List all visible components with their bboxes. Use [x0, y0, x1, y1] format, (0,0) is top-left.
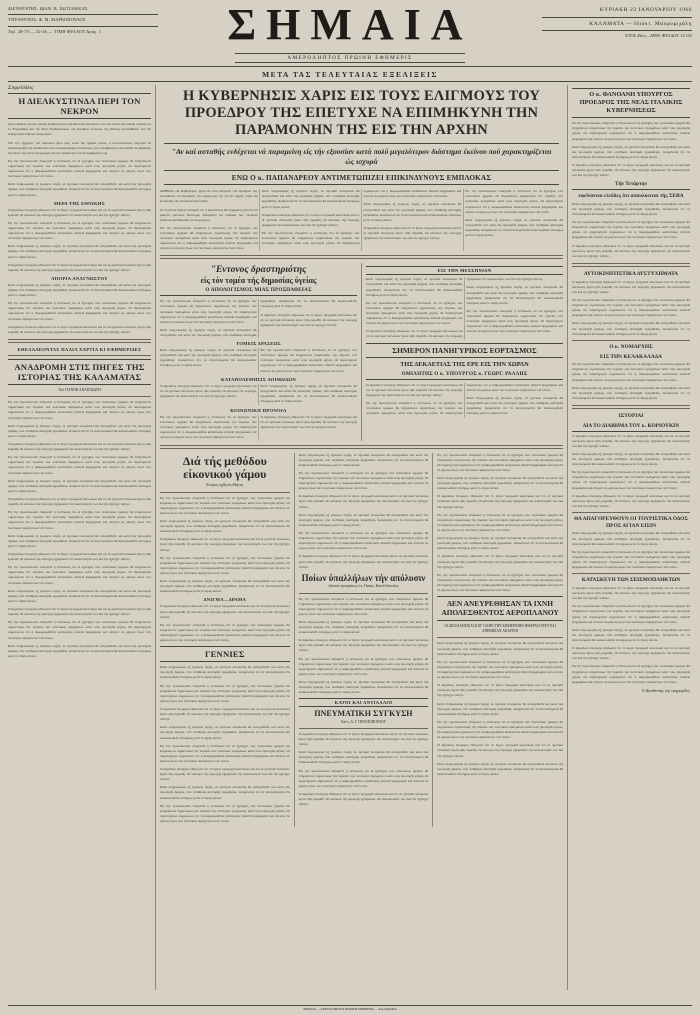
masthead-center	[158, 0, 542, 64]
health-title: "Εντονος δραστηριότης	[210, 265, 307, 276]
divider	[572, 573, 690, 574]
masthead	[8, 0, 692, 67]
seva-body: Κατὰ πληροφορίας ἐξ ἐγκύρου πηγῆς, αἱ σχετικαὶ συνομιλίαι θὰ συνεχισθοῦν καὶ κατὰ τὰς προσεχεῖς ἡμέρας, ὑπὸ συνθήκας αὐστηρᾶς ἐχεμυθείας. Ἀναμένεται ὅτι τὰ ἀποτελέσματα θὰ ἀνακοινωθοῦν ἐπισήμως μετὰ τὸ πέρας αὐτῶν. Εἰς τὴν πρωτεύουσαν ἐπικρατεῖ ἡ ἐντύπωσις ὅτι αἱ ἐξελίξεις τῶν τελευταίων ἡμερῶν θὰ ἐπηρεάσουν σημαντικῶς τὴν πορείαν τῶν πολιτικῶν πραγμάτων κατὰ τοὺς προσεχεῖς μῆνας. Οἱ παρατηρηταὶ σημειώνουν ὅτι ἡ διαμορφωθεῖσα κατάστασις ἀπαιτεῖ ψυχραιμίαν καὶ σύνεσιν ἐκ μέρους ὅλων τῶν πολιτικῶν παραγόντων τοῦ τόπου. Ὁ ἁρμόδιος ὑπουργὸς ἐδήλωσεν ὅτι τὸ ἔργον προχωρεῖ κανονικῶς καὶ ὅτι αἱ σχετικαὶ πιστώσεις ἔχουν ἤδη ἐγκριθῆ. Οἱ κάτοικοι τῆς περιοχῆς ἐξέφρασαν τὴν ἱκανοποίησίν των διὰ τὴν ἐξέλιξιν ταύτην.	[572, 201, 690, 258]
page-footer: ΣΗΜΑΙΑ — ΑΜΕΡΟΛΗΠΤΟΣ ΠΡΩΙΝΗ ΕΦΗΜΕΡΙΣ — ΚΑΛΑΜΑΤΑ	[8, 1005, 692, 1011]
lead-deck: "Αν καί ασταθής ενδέχεται νά παραμείνη είς τήν εξουσίαν κατά πολύ μεγαλύτερον διάστημα έκείνου πού χαρακτηρίζεται ώς ισχυρά	[164, 143, 559, 172]
italy-body: Εἰς τὴν πρωτεύουσαν ἐπικρατεῖ ἡ ἐντύπωσις ὅτι αἱ ἐξελίξεις τῶν τελευταίων ἡμερῶν θὰ ἐπηρεάσουν σημαντικῶς τὴν πορείαν τῶν πολιτικῶν πραγμάτων κατὰ τοὺς προσεχεῖς μῆνας. Οἱ παρατηρηταὶ σημειώνουν ὅτι ἡ διαμορφωθεῖσα κατάστασις ἀπαιτεῖ ψυχραιμίαν καὶ σύνεσιν ἐκ μέρους ὅλων τῶν πολιτικῶν παραγόντων τοῦ τόπου. Κατὰ πληροφορίας ἐξ ἐγκύρου πηγῆς, αἱ σχετικαὶ συνομιλίαι θὰ συνεχισθοῦν καὶ κατὰ τὰς προσεχεῖς ἡμέρας, ὑπὸ συνθήκας αὐστηρᾶς ἐχεμυθείας. Ἀναμένεται ὅτι τὰ ἀποτελέσματα θὰ ἀνακοινωθοῦν ἐπισήμως μετὰ τὸ πέρας αὐτῶν. Ὁ ἁρμόδιος ὑπουργὸς ἐδήλωσεν ὅτι τὸ ἔργον προχωρεῖ κανονικῶς καὶ ὅτι αἱ σχετικαὶ πιστώσεις ἔχουν ἤδη ἐγκριθῆ. Οἱ κάτοικοι τῆς περιοχῆς ἐξέφρασαν τὴν ἱκανοποίησίν των διὰ τὴν ἐξέλιξιν ταύτην.	[572, 121, 690, 178]
aircraft-subtitle: ΟΙ ΔΙΕΞΑΧΘΕΙΣΑΙ ΚΑΤ' ΟΛΗΝ ΤΗΝ ΣΗΜΕΡΙΝΗΝ ΗΜΕΡΑΝ ΕΡΕΥΝΑΙ ΑΠΕΒΗΣΑΝ ΑΚΑΡΠΟΙ	[444, 623, 556, 634]
dismissal-intro: Κατὰ πληροφορίας ἐξ ἐγκύρου πηγῆς, αἱ σχετικαὶ συνομιλίαι θὰ συνεχισθοῦν καὶ κατὰ τὰς προσεχεῖς ἡμέρας, ὑπὸ συνθήκας αὐστηρᾶς ἐχεμυθείας. Ἀναμένεται ὅτι τὰ ἀποτελέσματα θὰ ἀνακοινωθοῦν ἐπισήμως μετὰ τὸ πέρας αὐτῶν. Εἰς τὴν πρωτεύουσαν ἐπικρατεῖ ἡ ἐντύπωσις ὅτι αἱ ἐξελίξεις τῶν τελευταίων ἡμερῶν θὰ ἐπηρεάσουν σημαντικῶς τὴν πορείαν τῶν πολιτικῶν πραγμάτων κατὰ τοὺς προσεχεῖς μῆνας. Οἱ παρατηρηταὶ σημειώνουν ὅτι ἡ διαμορφωθεῖσα κατάστασις ἀπαιτεῖ ψυχραιμίαν καὶ σύνεσιν ἐκ μέρους ὅλων τῶν πολιτικῶν παραγόντων τοῦ τόπου. Ὁ ἁρμόδιος ὑπουργὸς ἐδήλωσεν ὅτι τὸ ἔργον προχωρεῖ κανονικῶς καὶ ὅτι αἱ σχετικαὶ πιστώσεις ἔχουν ἤδη ἐγκριθῆ. Οἱ κάτοικοι τῆς περιοχῆς ἐξέφρασαν τὴν ἱκανοποίησίν των διὰ τὴν ἐξέλιξιν ταύτην. Κατὰ πληροφορίας ἐξ ἐγκύρου πηγῆς, αἱ σχετικαὶ συνομιλίαι θὰ συνεχισθοῦν καὶ κατὰ τὰς προσεχεῖς ἡμέρας, ὑπὸ συνθήκας αὐστηρᾶς ἐχεμυθείας. Ἀναμένεται ὅτι τὰ ἀποτελέσματα θὰ ἀνακοινωθοῦν ἐπισήμως μετὰ τὸ πέρας αὐτῶν. Εἰς τὴν πρωτεύουσαν ἐπικρατεῖ ἡ ἐντύπωσις ὅτι αἱ ἐξελίξεις τῶν τελευταίων ἡμερῶν θὰ ἐπηρεάσουν σημαντικῶς τὴν πορείαν τῶν πολιτικῶν πραγμάτων κατὰ τοὺς προσεχεῖς μῆνας. Οἱ παρατηρηταὶ σημειώνουν ὅτι ἡ διαμορφωθεῖσα κατάστασις ἀπαιτεῖ ψυχραιμίαν καὶ σύνεσιν ἐκ μέρους ὅλων τῶν πολιτικῶν παραγόντων τοῦ τόπου. Ὁ ἁρμόδιος ὑπουργὸς ἐδήλωσεν ὅτι τὸ ἔργον προχωρεῖ κανονικῶς καὶ ὅτι αἱ σχετικαὶ πιστώσεις ἔχουν ἤδη ἐγκριθῆ. Οἱ κάτοικοι τῆς περιοχῆς ἐξέφρασαν τὴν ἱκανοποίησίν των διὰ τὴν ἐξέλιξιν ταύτην.	[298, 452, 429, 569]
subhead-2: ΑΠΟΡΙΑ ΑΝΑΓΝΩΣΤΟΥ	[51, 275, 108, 281]
subhead-seismic: ΚΑΤΑΣΚΕΥΗ ΤΩΝ ΣΕΙΣΜΟΠΛΗΚΤΩΝ	[581, 577, 681, 584]
feature-body: Εἰς τὴν πρωτεύουσαν ἐπικρατεῖ ἡ ἐντύπωσις ὅτι αἱ ἐξελίξεις τῶν τελευταίων ἡμερῶν θὰ ἐπηρεάσουν σημαντικῶς τὴν πορείαν τῶν πολιτικῶν πραγμάτων κατὰ τοὺς προσεχεῖς μῆνας. Οἱ παρατηρηταὶ σημειώνουν ὅτι ἡ διαμορφωθεῖσα κατάστασις ἀπαιτεῖ ψυχραιμίαν καὶ σύνεσιν ἐκ μέρους ὅλων τῶν πολιτικῶν παραγόντων τοῦ τόπου. Κατὰ πληροφορίας ἐξ ἐγκύρου πηγῆς, αἱ σχετικαὶ συνομιλίαι θὰ συνεχισθοῦν καὶ κατὰ τὰς προσεχεῖς ἡμέρας, ὑπὸ συνθήκας αὐστηρᾶς ἐχεμυθείας. Ἀναμένεται ὅτι τὰ ἀποτελέσματα θὰ ἀνακοινωθοῦν ἐπισήμως μετὰ τὸ πέρας αὐτῶν. Ὁ ἁρμόδιος ὑπουργὸς ἐδήλωσεν ὅτι τὸ ἔργον προχωρεῖ κανονικῶς καὶ ὅτι αἱ σχετικαὶ πιστώσεις ἔχουν ἤδη ἐγκριθῆ. Οἱ κάτοικοι τῆς περιοχῆς ἐξέφρασαν τὴν ἱκανοποίησίν των διὰ τὴν ἐξέλιξιν ταύτην. Εἰς τὴν πρωτεύουσαν ἐπικρατεῖ ἡ ἐντύπωσις ὅτι αἱ ἐξελίξεις τῶν τελευταίων ἡμερῶν θὰ ἐπηρεάσουν σημαντικῶς τὴν πορείαν τῶν πολιτικῶν πραγμάτων κατὰ τοὺς προσεχεῖς μῆνας. Οἱ παρατηρηταὶ σημειώνουν ὅτι ἡ διαμορφωθεῖσα κατάστασις ἀπαιτεῖ ψυχραιμίαν καὶ σύνεσιν ἐκ μέρους ὅλων τῶν πολιτικῶν παραγόντων τοῦ τόπου. Κατὰ πληροφορίας ἐξ ἐγκύρου πηγῆς, αἱ σχετικαὶ συνομιλίαι θὰ συνεχισθοῦν καὶ κατὰ τὰς προσεχεῖς ἡμέρας, ὑπὸ συνθήκας αὐστηρᾶς ἐχεμυθείας. Ἀναμένεται ὅτι τὰ ἀποτελέσματα θὰ ἀνακοινωθοῦν ἐπισήμως μετὰ τὸ πέρας αὐτῶν. Ὁ ἁρμόδιος ὑπουργὸς ἐδήλωσεν ὅτι τὸ ἔργον προχωρεῖ κανονικῶς καὶ ὅτι αἱ σχετικαὶ πιστώσεις ἔχουν ἤδη ἐγκριθῆ. Οἱ κάτοικοι τῆς περιοχῆς ἐξέφρασαν τὴν ἱκανοποίησίν των διὰ τὴν ἐξέλιξιν ταύτην. Εἰς τὴν πρωτεύουσαν ἐπικρατεῖ ἡ ἐντύπωσις ὅτι αἱ ἐξελίξεις τῶν τελευταίων ἡμερῶν θὰ ἐπηρεάσουν σημαντικῶς τὴν πορείαν τῶν πολιτικῶν πραγμάτων κατὰ τοὺς προσεχεῖς μῆνας. Οἱ παρατηρηταὶ σημειώνουν ὅτι ἡ διαμορφωθεῖσα κατάστασις ἀπαιτεῖ ψυχραιμίαν καὶ σύνεσιν ἐκ μέρους ὅλων τῶν πολιτικῶν παραγόντων τοῦ τόπου. Κατὰ πληροφορίας ἐξ ἐγκύρου πηγῆς, αἱ σχετικαὶ συνομιλίαι θὰ συνεχισθοῦν καὶ κατὰ τὰς προσεχεῖς ἡμέρας, ὑπὸ συνθήκας αὐστηρᾶς ἐχεμυθείας. Ἀναμένεται ὅτι τὰ ἀποτελέσματα θὰ ἀνακοινωθοῦν ἐπισήμως μετὰ τὸ πέρας αὐτῶν. Ὁ ἁρμόδιος ὑπουργὸς ἐδήλωσεν ὅτι τὸ ἔργον προχωρεῖ κανονικῶς καὶ ὅτι αἱ σχετικαὶ πιστώσεις ἔχουν ἤδη ἐγκριθῆ. Οἱ κάτοικοι τῆς περιοχῆς ἐξέφρασαν τὴν ἱκανοποίησίν των διὰ τὴν ἐξέλιξιν ταύτην. Εἰς τὴν πρωτεύουσαν ἐπικρατεῖ ἡ ἐντύπωσις ὅτι αἱ ἐξελίξεις τῶν τελευταίων ἡμερῶν θὰ ἐπηρεάσουν σημαντικῶς τὴν πορείαν τῶν πολιτικῶν πραγμάτων κατὰ τοὺς προσεχεῖς μῆνας. Οἱ παρατηρηταὶ σημειώνουν ὅτι ἡ διαμορφωθεῖσα κατάστασις ἀπαιτεῖ ψυχραιμίαν καὶ σύνεσιν ἐκ μέρους ὅλων τῶν πολιτικῶν παραγόντων τοῦ τόπου. Κατὰ πληροφορίας ἐξ ἐγκύρου πηγῆς, αἱ σχετικαὶ συνομιλίαι θὰ συνεχισθοῦν καὶ κατὰ τὰς προσεχεῖς ἡμέρας, ὑπὸ συνθήκας αὐστηρᾶς ἐχεμυθείας. Ἀναμένεται ὅτι τὰ ἀποτελέσματα θὰ ἀνακοινωθοῦν ἐπισήμως μετὰ τὸ πέρας αὐτῶν. Ὁ ἁρμόδιος ὑπουργὸς ἐδήλωσεν ὅτι τὸ ἔργον προχωρεῖ κανονικῶς καὶ ὅτι αἱ σχετικαὶ πιστώσεις ἔχουν ἤδη ἐγκριθῆ. Οἱ κάτοικοι τῆς περιοχῆς ἐξέφρασαν τὴν ἱκανοποίησίν των διὰ τὴν ἐξέλιξιν ταύτην. Εἰς τὴν πρωτεύουσαν ἐπικρατεῖ ἡ ἐντύπωσις ὅτι αἱ ἐξελίξεις τῶν τελευταίων ἡμερῶν θὰ ἐπηρεάσουν σημαντικῶς τὴν πορείαν τῶν πολιτικῶν πραγμάτων κατὰ τοὺς προσεχεῖς μῆνας. Οἱ παρατηρηταὶ σημειώνουν ὅτι ἡ διαμορφωθεῖσα κατάστασις ἀπαιτεῖ ψυχραιμίαν καὶ σύνεσιν ἐκ μέρους ὅλων τῶν πολιτικῶν παραγόντων τοῦ τόπου. Κατὰ πληροφορίας ἐξ ἐγκύρου πηγῆς, αἱ σχετικαὶ συνομιλίαι θὰ συνεχισθοῦν καὶ κατὰ τὰς προσεχεῖς ἡμέρας, ὑπὸ συνθήκας αὐστηρᾶς ἐχεμυθείας. Ἀναμένεται ὅτι τὰ ἀποτελέσματα θὰ ἀνακοινωθοῦν ἐπισήμως μετὰ τὸ πέρας αὐτῶν.	[8, 400, 151, 658]
masthead-right	[542, 6, 692, 40]
pennies-title: ΓΕΝΝΙΕΣ	[160, 646, 290, 662]
subhead-seva: εφείνονται ελπίδες ότι απουλοειται τής ΣΕΒΑ	[578, 193, 684, 200]
spiritual-byline: Τού κ. Δ. Γ. ΠΟΥΛΙΟΠΟΥΛΟΥ	[340, 719, 387, 724]
italy-headline: Ο κ. ΦΑΝΟΑΝΗ ΥΠΟΥΡΓΟΣ ΠΡΟΕΔΡΟΣ ΤΗΣ ΝΕΑΣ ΙΤΑΛΙΚΗΣ ΚΥΒΕΡΝΗΣΕΩΣ	[572, 88, 690, 118]
spiritual-body: Ὁ ἁρμόδιος ὑπουργὸς ἐδήλωσεν ὅτι τὸ ἔργον προχωρεῖ κανονικῶς καὶ ὅτι αἱ σχετικαὶ πιστώσεις ἔχουν ἤδη ἐγκριθῆ. Οἱ κάτοικοι τῆς περιοχῆς ἐξέφρασαν τὴν ἱκανοποίησίν των διὰ τὴν ἐξέλιξιν ταύτην. Κατὰ πληροφορίας ἐξ ἐγκύρου πηγῆς, αἱ σχετικαὶ συνομιλίαι θὰ συνεχισθοῦν καὶ κατὰ τὰς προσεχεῖς ἡμέρας, ὑπὸ συνθήκας αὐστηρᾶς ἐχεμυθείας. Ἀναμένεται ὅτι τὰ ἀποτελέσματα θὰ ἀνακοινωθοῦν ἐπισήμως μετὰ τὸ πέρας αὐτῶν. Εἰς τὴν πρωτεύουσαν ἐπικρατεῖ ἡ ἐντύπωσις ὅτι αἱ ἐξελίξεις τῶν τελευταίων ἡμερῶν θὰ ἐπηρεάσουν σημαντικῶς τὴν πορείαν τῶν πολιτικῶν πραγμάτων κατὰ τοὺς προσεχεῖς μῆνας. Οἱ παρατηρηταὶ σημειώνουν ὅτι ἡ διαμορφωθεῖσα κατάστασις ἀπαιτεῖ ψυχραιμίαν καὶ σύνεσιν ἐκ μέρους ὅλων τῶν πολιτικῶν παραγόντων τοῦ τόπου. Ὁ ἁρμόδιος ὑπουργὸς ἐδήλωσεν ὅτι τὸ ἔργον προχωρεῖ κανονικῶς καὶ ὅτι αἱ σχετικαὶ πιστώσεις ἔχουν ἤδη ἐγκριθῆ. Οἱ κάτοικοι τῆς περιοχῆς ἐξέφρασαν τὴν ἱκανοποίησίν των διὰ τὴν ἐξέλιξιν ταύτην.	[298, 731, 429, 807]
health-body: Εἰς τὴν πρωτεύουσαν ἐπικρατεῖ ἡ ἐντύπωσις ὅτι αἱ ἐξελίξεις τῶν τελευταίων ἡμερῶν θὰ ἐπηρεάσουν σημαντικῶς τὴν πορείαν τῶν πολιτικῶν πραγμάτων κατὰ τοὺς προσεχεῖς μῆνας. Οἱ παρατηρηταὶ σημειώνουν ὅτι ἡ διαμορφωθεῖσα κατάστασις ἀπαιτεῖ ψυχραιμίαν καὶ σύνεσιν ἐκ μέρους ὅλων τῶν πολιτικῶν παραγόντων τοῦ τόπου. Κατὰ πληροφορίας ἐξ ἐγκύρου πηγῆς, αἱ σχετικαὶ συνομιλίαι θὰ συνεχισθοῦν καὶ κατὰ τὰς προσεχεῖς ἡμέρας, ὑπὸ συνθήκας αὐστηρᾶς ἐχεμυθείας. Ἀναμένεται ὅτι τὰ ἀποτελέσματα θὰ ἀνακοινωθοῦν ἐπισήμως μετὰ τὸ πέρας αὐτῶν. Ὁ ἁρμόδιος ὑπουργὸς ἐδήλωσεν ὅτι τὸ ἔργον προχωρεῖ κανονικῶς καὶ ὅτι αἱ σχετικαὶ πιστώσεις ἔχουν ἤδη ἐγκριθῆ. Οἱ κάτοικοι τῆς περιοχῆς ἐξέφρασαν τὴν ἱκανοποίησίν των διὰ τὴν ἐξέλιξιν ταύτην.	[160, 299, 357, 338]
subhead-tomeis: ΤΟΜΕΙΣ ΔΡΑΣΕΩΣ	[236, 341, 281, 347]
divider	[542, 30, 692, 31]
feature-byline: Τοῦ ΓΙΑΝΝΗ ΑΝΑΠΛΙΩΤΗ	[58, 387, 101, 392]
anniversary-speaker: ΟΜΙΛΗΤΗΣ Ο κ. ΥΠΟΥΡΓΟΣ κ. ΓΕΩΡΓ. ΡΑΛΛΗΣ	[366, 371, 563, 380]
drama-body: Ὁ ἁρμόδιος ὑπουργὸς ἐδήλωσεν ὅτι τὸ ἔργον προχωρεῖ κανονικῶς καὶ ὅτι αἱ σχετικαὶ πιστώσεις ἔχουν ἤδη ἐγκριθῆ. Οἱ κάτοικοι τῆς περιοχῆς ἐξέφρασαν τὴν ἱκανοποίησίν των διὰ τὴν ἐξέλιξιν ταύτην. Εἰς τὴν πρωτεύουσαν ἐπικρατεῖ ἡ ἐντύπωσις ὅτι αἱ ἐξελίξεις τῶν τελευταίων ἡμερῶν θὰ ἐπηρεάσουν σημαντικῶς τὴν πορείαν τῶν πολιτικῶν πραγμάτων κατὰ τοὺς προσεχεῖς μῆνας. Οἱ παρατηρηταὶ σημειώνουν ὅτι ἡ διαμορφωθεῖσα κατάστασις ἀπαιτεῖ ψυχραιμίαν καὶ σύνεσιν ἐκ μέρους ὅλων τῶν πολιτικῶν παραγόντων τοῦ τόπου.	[160, 604, 290, 643]
divider	[299, 593, 429, 594]
divider	[8, 355, 151, 356]
column-right	[572, 85, 690, 990]
subhead-istoriai-2: ΔΙΑ ΤΟ ΔΙΑΒΗΜΑ ΤΟΥ κ. ΚΟΡΙΟΥΚΙΝ	[572, 423, 690, 432]
divider	[160, 255, 563, 259]
aircraft-title: ΔΕΝ ΑΝΕΥΡΕΘΗΣΑΝ ΤΑ ΙΧΝΗ ΑΠΟΛΕΣΘΕΝΤΟΣ ΑΕΡΟΠΛΑΝΟΥ	[437, 596, 563, 621]
dismissal-title: Ποίων ύπαλλήλων τήν απόλυσιν	[301, 572, 426, 583]
content-columns	[8, 85, 692, 990]
section-banner: ΜΕΤΑ ΤΑΣ ΤΕΛΕΥΤΑΙΑΣ ΕΞΕΛΙΞΕΙΣ	[8, 67, 692, 82]
subhead-loimodon: ΚΑΤΑΠΟΛΕΜΗΣΙΣ ΛΟΙΜΩΔΩΝ	[220, 377, 297, 383]
phone-price-line: Τηλ. 28-70 — 22-46 — ΤΙΜΗ ΦΥΛΛΟΥ Δραχ. 1	[8, 28, 102, 34]
subhead-3: ΕΘΕΛΑΛΕΟΝΤΑΣ ΠΑΛΙΑ ΧΑΡΤΙΑ ΚΙ ΕΦΗΜΕΡΙΔΕΣ	[17, 346, 142, 352]
anniversary-title: ΣΗΜΕΡΟΝ ΠΑΝΗΓΥΡΙΚΟΣ ΕΟΡΤΑΣΜΟΣ	[366, 343, 563, 358]
tomeis-body: Κατὰ πληροφορίας ἐξ ἐγκύρου πηγῆς, αἱ σχετικαὶ συνομιλίαι θὰ συνεχισθοῦν καὶ κατὰ τὰς προσεχεῖς ἡμέρας, ὑπὸ συνθήκας αὐστηρᾶς ἐχεμυθείας. Ἀναμένεται ὅτι τὰ ἀποτελέσματα θὰ ἀνακοινωθοῦν ἐπισήμως μετὰ τὸ πέρας αὐτῶν. Εἰς τὴν πρωτεύουσαν ἐπικρατεῖ ἡ ἐντύπωσις ὅτι αἱ ἐξελίξεις τῶν τελευταίων ἡμερῶν θὰ ἐπηρεάσουν σημαντικῶς τὴν πορείαν τῶν πολιτικῶν πραγμάτων κατὰ τοὺς προσεχεῖς μῆνας. Οἱ παρατηρηταὶ σημειώνουν ὅτι ἡ διαμορφωθεῖσα κατάστασις ἀπαιτεῖ ψυχραιμίαν καὶ σύνεσιν ἐκ μέρους ὅλων τῶν πολιτικῶν παραγόντων τοῦ τόπου.	[160, 348, 357, 373]
divider	[437, 637, 563, 638]
subhead-1: ΜΕΡΑ ΤΗΣ ΕΘΝΙΚΗΣ	[53, 200, 106, 206]
lead-body: ΑΘΗΝΑΙ.—Η Κυβέρνησις, χάρις εἰς τοὺς ἐλιγμοὺς τοῦ προέδρου της, κατώρθωσε νὰ ἐπιμηκύνη τὴν παραμονήν της εἰς τὴν ἀρχήν, παρὰ τὰς δυσκολίας τὰς ὁποίας ἀντιμετωπίζει. Οἱ πολιτικοὶ κύκλοι ἐκτιμοῦν ὅτι ἡ κατάστασις θὰ παραμείνη ρευστὴ ἐπὶ μακρὸν χρονικὸν διάστημα, δεδομένου ὅτι οὐδεμία τῶν πλευρῶν φαίνεται διατεθειμένη νὰ ὑποχωρήση. Εἰς τὴν πρωτεύουσαν ἐπικρατεῖ ἡ ἐντύπωσις ὅτι αἱ ἐξελίξεις τῶν τελευταίων ἡμερῶν θὰ ἐπηρεάσουν σημαντικῶς τὴν πορείαν τῶν πολιτικῶν πραγμάτων κατὰ τοὺς προσεχεῖς μῆνας. Οἱ παρατηρηταὶ σημειώνουν ὅτι ἡ διαμορφωθεῖσα κατάστασις ἀπαιτεῖ ψυχραιμίαν καὶ σύνεσιν ἐκ μέρους ὅλων τῶν πολιτικῶν παραγόντων τοῦ τόπου. Κατὰ πληροφορίας ἐξ ἐγκύρου πηγῆς, αἱ σχετικαὶ συνομιλίαι θὰ συνεχισθοῦν καὶ κατὰ τὰς προσεχεῖς ἡμέρας, ὑπὸ συνθήκας αὐστηρᾶς ἐχεμυθείας. Ἀναμένεται ὅτι τὰ ἀποτελέσματα θὰ ἀνακοινωθοῦν ἐπισήμως μετὰ τὸ πέρας αὐτῶν. Ὁ ἁρμόδιος ὑπουργὸς ἐδήλωσεν ὅτι τὸ ἔργον προχωρεῖ κανονικῶς καὶ ὅτι αἱ σχετικαὶ πιστώσεις ἔχουν ἤδη ἐγκριθῆ. Οἱ κάτοικοι τῆς περιοχῆς ἐξέφρασαν τὴν ἱκανοποίησίν των διὰ τὴν ἐξέλιξιν ταύτην. Εἰς τὴν πρωτεύουσαν ἐπικρατεῖ ἡ ἐντύπωσις ὅτι αἱ ἐξελίξεις τῶν τελευταίων ἡμερῶν θὰ ἐπηρεάσουν σημαντικῶς τὴν πορείαν τῶν πολιτικῶν πραγμάτων κατὰ τοὺς προσεχεῖς μῆνας. Οἱ παρατηρηταὶ σημειώνουν ὅτι ἡ διαμορφωθεῖσα κατάστασις ἀπαιτεῖ ψυχραιμίαν καὶ σύνεσιν ἐκ μέρους ὅλων τῶν πολιτικῶν παραγόντων τοῦ τόπου. Κατὰ πληροφορίας ἐξ ἐγκύρου πηγῆς, αἱ σχετικαὶ συνομιλίαι θὰ συνεχισθοῦν καὶ κατὰ τὰς προσεχεῖς ἡμέρας, ὑπὸ συνθήκας αὐστηρᾶς ἐχεμυθείας. Ἀναμένεται ὅτι τὰ ἀποτελέσματα θὰ ἀνακοινωθοῦν ἐπισήμως μετὰ τὸ πέρας αὐτῶν. Ὁ ἁρμόδιος ὑπουργὸς ἐδήλωσεν ὅτι τὸ ἔργον προχωρεῖ κανονικῶς καὶ ὅτι αἱ σχετικαὶ πιστώσεις ἔχουν ἤδη ἐγκριθῆ. Οἱ κάτοικοι τῆς περιοχῆς ἐξέφρασαν τὴν ἱκανοποίησίν των διὰ τὴν ἐξέλιξιν ταύτην. Εἰς τὴν πρωτεύουσαν ἐπικρατεῖ ἡ ἐντύπωσις ὅτι αἱ ἐξελίξεις τῶν τελευταίων ἡμερῶν θὰ ἐπηρεάσουν σημαντικῶς τὴν πορείαν τῶν πολιτικῶν πραγμάτων κατὰ τοὺς προσεχεῖς μῆνας. Οἱ παρατηρηταὶ σημειώνουν ὅτι ἡ διαμορφωθεῖσα κατάστασις ἀπαιτεῖ ψυχραιμίαν καὶ σύνεσιν ἐκ μέρους ὅλων τῶν πολιτικῶν παραγόντων τοῦ τόπου. Κατὰ πληροφορίας ἐξ ἐγκύρου πηγῆς, αἱ σχετικαὶ συνομιλίαι θὰ συνεχισθοῦν καὶ κατὰ τὰς προσεχεῖς ἡμέρας, ὑπὸ συνθήκας αὐστηρᾶς ἐχεμυθείας. Ἀναμένεται ὅτι τὰ ἀποτελέσματα θὰ ἀνακοινωθοῦν ἐπισήμως μετὰ τὸ πέρας αὐτῶν.	[160, 189, 563, 251]
divider	[8, 339, 151, 343]
feature-title: ΑΝΑΔΡΟΜΗ ΣΤΙΣ ΠΗΓΕΣ ΤΗΣ ΙΣΤΟΡΙΑΣ ΤΗΣ ΚΑΛΑΜΑΤΑΣ	[8, 359, 151, 385]
issue-date: ΚΥΡΙΑΚΗ 23 ΙΑΝΟΥΑΡΙΟΥ 1966	[599, 7, 692, 13]
loimodon-body: Ὁ ἁρμόδιος ὑπουργὸς ἐδήλωσεν ὅτι τὸ ἔργον προχωρεῖ κανονικῶς καὶ ὅτι αἱ σχετικαὶ πιστώσεις ἔχουν ἤδη ἐγκριθῆ. Οἱ κάτοικοι τῆς περιοχῆς ἐξέφρασαν τὴν ἱκανοποίησίν των διὰ τὴν ἐξέλιξιν ταύτην. Κατὰ πληροφορίας ἐξ ἐγκύρου πηγῆς, αἱ σχετικαὶ συνομιλίαι θὰ συνεχισθοῦν καὶ κατὰ τὰς προσεχεῖς ἡμέρας, ὑπὸ συνθήκας αὐστηρᾶς ἐχεμυθείας. Ἀναμένεται ὅτι τὰ ἀποτελέσματα θὰ ἀνακοινωθοῦν ἐπισήμως μετὰ τὸ πέρας αὐτῶν.	[160, 384, 357, 404]
tourism-body: Κατὰ πληροφορίας ἐξ ἐγκύρου πηγῆς, αἱ σχετικαὶ συνομιλίαι θὰ συνεχισθοῦν καὶ κατὰ τὰς προσεχεῖς ἡμέρας, ὑπὸ συνθήκας αὐστηρᾶς ἐχεμυθείας. Ἀναμένεται ὅτι τὰ ἀποτελέσματα θὰ ἀνακοινωθοῦν ἐπισήμως μετὰ τὸ πέρας αὐτῶν. Εἰς τὴν πρωτεύουσαν ἐπικρατεῖ ἡ ἐντύπωσις ὅτι αἱ ἐξελίξεις τῶν τελευταίων ἡμερῶν θὰ ἐπηρεάσουν σημαντικῶς τὴν πορείαν τῶν πολιτικῶν πραγμάτων κατὰ τοὺς προσεχεῖς μῆνας. Οἱ παρατηρηταὶ σημειώνουν ὅτι ἡ διαμορφωθεῖσα κατάστασις ἀπαιτεῖ ψυχραιμίαν καὶ σύνεσιν ἐκ μέρους ὅλων τῶν πολιτικῶν παραγόντων τοῦ τόπου.	[572, 531, 690, 570]
wedding-body: Εἰς τὴν πρωτεύουσαν ἐπικρατεῖ ἡ ἐντύπωσις ὅτι αἱ ἐξελίξεις τῶν τελευταίων ἡμερῶν θὰ ἐπηρεάσουν σημαντικῶς τὴν πορείαν τῶν πολιτικῶν πραγμάτων κατὰ τοὺς προσεχεῖς μῆνας. Οἱ παρατηρηταὶ σημειώνουν ὅτι ἡ διαμορφωθεῖσα κατάστασις ἀπαιτεῖ ψυχραιμίαν καὶ σύνεσιν ἐκ μέρους ὅλων τῶν πολιτικῶν παραγόντων τοῦ τόπου. Κατὰ πληροφορίας ἐξ ἐγκύρου πηγῆς, αἱ σχετικαὶ συνομιλίαι θὰ συνεχισθοῦν καὶ κατὰ τὰς προσεχεῖς ἡμέρας, ὑπὸ συνθήκας αὐστηρᾶς ἐχεμυθείας. Ἀναμένεται ὅτι τὰ ἀποτελέσματα θὰ ἀνακοινωθοῦν ἐπισήμως μετὰ τὸ πέρας αὐτῶν. Ὁ ἁρμόδιος ὑπουργὸς ἐδήλωσεν ὅτι τὸ ἔργον προχωρεῖ κανονικῶς καὶ ὅτι αἱ σχετικαὶ πιστώσεις ἔχουν ἤδη ἐγκριθῆ. Οἱ κάτοικοι τῆς περιοχῆς ἐξέφρασαν τὴν ἱκανοποίησίν των διὰ τὴν ἐξέλιξιν ταύτην. Εἰς τὴν πρωτεύουσαν ἐπικρατεῖ ἡ ἐντύπωσις ὅτι αἱ ἐξελίξεις τῶν τελευταίων ἡμερῶν θὰ ἐπηρεάσουν σημαντικῶς τὴν πορείαν τῶν πολιτικῶν πραγμάτων κατὰ τοὺς προσεχεῖς μῆνας. Οἱ παρατηρηταὶ σημειώνουν ὅτι ἡ διαμορφωθεῖσα κατάστασις ἀπαιτεῖ ψυχραιμίαν καὶ σύνεσιν ἐκ μέρους ὅλων τῶν πολιτικῶν παραγόντων τοῦ τόπου. Κατὰ πληροφορίας ἐξ ἐγκύρου πηγῆς, αἱ σχετικαὶ συνομιλίαι θὰ συνεχισθοῦν καὶ κατὰ τὰς προσεχεῖς ἡμέρας, ὑπὸ συνθήκας αὐστηρᾶς ἐχεμυθείας. Ἀναμένεται ὅτι τὰ ἀποτελέσματα θὰ ἀνακοινωθοῦν ἐπισήμως μετὰ τὸ πέρας αὐτῶν.	[160, 495, 290, 594]
nomarchis-body: Εἰς τὴν πρωτεύουσαν ἐπικρατεῖ ἡ ἐντύπωσις ὅτι αἱ ἐξελίξεις τῶν τελευταίων ἡμερῶν θὰ ἐπηρεάσουν σημαντικῶς τὴν πορείαν τῶν πολιτικῶν πραγμάτων κατὰ τοὺς προσεχεῖς μῆνας. Οἱ παρατηρηταὶ σημειώνουν ὅτι ἡ διαμορφωθεῖσα κατάστασις ἀπαιτεῖ ψυχραιμίαν καὶ σύνεσιν ἐκ μέρους ὅλων τῶν πολιτικῶν παραγόντων τοῦ τόπου. Κατὰ πληροφορίας ἐξ ἐγκύρου πηγῆς, αἱ σχετικαὶ συνομιλίαι θὰ συνεχισθοῦν καὶ κατὰ τὰς προσεχεῖς ἡμέρας, ὑπὸ συνθήκας αὐστηρᾶς ἐχεμυθείας. Ἀναμένεται ὅτι τὰ ἀποτελέσματα θὰ ἀνακοινωθοῦν ἐπισήμως μετὰ τὸ πέρας αὐτῶν.	[572, 362, 690, 400]
masthead-left	[8, 6, 158, 35]
messinia-body: Κατὰ πληροφορίας ἐξ ἐγκύρου πηγῆς, αἱ σχετικαὶ συνομιλίαι θὰ συνεχισθοῦν καὶ κατὰ τὰς προσεχεῖς ἡμέρας, ὑπὸ συνθήκας αὐστηρᾶς ἐχεμυθείας. Ἀναμένεται ὅτι τὰ ἀποτελέσματα θὰ ἀνακοινωθοῦν ἐπισήμως μετὰ τὸ πέρας αὐτῶν. Εἰς τὴν πρωτεύουσαν ἐπικρατεῖ ἡ ἐντύπωσις ὅτι αἱ ἐξελίξεις τῶν τελευταίων ἡμερῶν θὰ ἐπηρεάσουν σημαντικῶς τὴν πορείαν τῶν πολιτικῶν πραγμάτων κατὰ τοὺς προσεχεῖς μῆνας. Οἱ παρατηρηταὶ σημειώνουν ὅτι ἡ διαμορφωθεῖσα κατάστασις ἀπαιτεῖ ψυχραιμίαν καὶ σύνεσιν ἐκ μέρους ὅλων τῶν πολιτικῶν παραγόντων τοῦ τόπου. Ὁ ἁρμόδιος ὑπουργὸς ἐδήλωσεν ὅτι τὸ ἔργον προχωρεῖ κανονικῶς καὶ ὅτι αἱ σχετικαὶ πιστώσεις ἔχουν ἤδη ἐγκριθῆ. Οἱ κάτοικοι τῆς περιοχῆς ἐξέφρασαν τὴν ἱκανοποίησίν των διὰ τὴν ἐξέλιξιν ταύτην. Κατὰ πληροφορίας ἐξ ἐγκύρου πηγῆς, αἱ σχετικαὶ συνομιλίαι θὰ συνεχισθοῦν καὶ κατὰ τὰς προσεχεῖς ἡμέρας, ὑπὸ συνθήκας αὐστηρᾶς ἐχεμυθείας. Ἀναμένεται ὅτι τὰ ἀποτελέσματα θὰ ἀνακοινωθοῦν ἐπισήμως μετὰ τὸ πέρας αὐτῶν. Εἰς τὴν πρωτεύουσαν ἐπικρατεῖ ἡ ἐντύπωσις ὅτι αἱ ἐξελίξεις τῶν τελευταίων ἡμερῶν θὰ ἐπηρεάσουν σημαντικῶς τὴν πορείαν τῶν πολιτικῶν πραγμάτων κατὰ τοὺς προσεχεῖς μῆνας. Οἱ παρατηρηταὶ σημειώνουν ὅτι ἡ διαμορφωθεῖσα κατάστασις ἀπαιτεῖ ψυχραιμίαν καὶ σύνεσιν ἐκ μέρους ὅλων τῶν πολιτικῶν παραγόντων τοῦ τόπου.	[366, 277, 563, 339]
newspaper-title: ΣΗΜΑΙΑ	[227, 0, 473, 49]
divider	[572, 263, 690, 267]
dismissal-body: Εἰς τὴν πρωτεύουσαν ἐπικρατεῖ ἡ ἐντύπωσις ὅτι αἱ ἐξελίξεις τῶν τελευταίων ἡμερῶν θὰ ἐπηρεάσουν σημαντικῶς τὴν πορείαν τῶν πολιτικῶν πραγμάτων κατὰ τοὺς προσεχεῖς μῆνας. Οἱ παρατηρηταὶ σημειώνουν ὅτι ἡ διαμορφωθεῖσα κατάστασις ἀπαιτεῖ ψυχραιμίαν καὶ σύνεσιν ἐκ μέρους ὅλων τῶν πολιτικῶν παραγόντων τοῦ τόπου. Κατὰ πληροφορίας ἐξ ἐγκύρου πηγῆς, αἱ σχετικαὶ συνομιλίαι θὰ συνεχισθοῦν καὶ κατὰ τὰς προσεχεῖς ἡμέρας, ὑπὸ συνθήκας αὐστηρᾶς ἐχεμυθείας. Ἀναμένεται ὅτι τὰ ἀποτελέσματα θὰ ἀνακοινωθοῦν ἐπισήμως μετὰ τὸ πέρας αὐτῶν. Ὁ ἁρμόδιος ὑπουργὸς ἐδήλωσεν ὅτι τὸ ἔργον προχωρεῖ κανονικῶς καὶ ὅτι αἱ σχετικαὶ πιστώσεις ἔχουν ἤδη ἐγκριθῆ. Οἱ κάτοικοι τῆς περιοχῆς ἐξέφρασαν τὴν ἱκανοποίησίν των διὰ τὴν ἐξέλιξιν ταύτην. Εἰς τὴν πρωτεύουσαν ἐπικρατεῖ ἡ ἐντύπωσις ὅτι αἱ ἐξελίξεις τῶν τελευταίων ἡμερῶν θὰ ἐπηρεάσουν σημαντικῶς τὴν πορείαν τῶν πολιτικῶν πραγμάτων κατὰ τοὺς προσεχεῖς μῆνας. Οἱ παρατηρηταὶ σημειώνουν ὅτι ἡ διαμορφωθεῖσα κατάστασις ἀπαιτεῖ ψυχραιμίαν καὶ σύνεσιν ἐκ μέρους ὅλων τῶν πολιτικῶν παραγόντων τοῦ τόπου. Κατὰ πληροφορίας ἐξ ἐγκύρου πηγῆς, αἱ σχετικαὶ συνομιλίαι θὰ συνεχισθοῦν καὶ κατὰ τὰς προσεχεῖς ἡμέρας, ὑπὸ συνθήκας αὐστηρᾶς ἐχεμυθείας. Ἀναμένεται ὅτι τὰ ἀποτελέσματα θὰ ἀνακοινωθοῦν ἐπισήμως μετὰ τὸ πέρας αὐτῶν.	[298, 596, 429, 695]
spiritual-title: ΠΝΕΥΜΑΤΙΚΗ ΣΥΓΚΥΣΗ	[314, 709, 413, 719]
issue-number: ΕΤΟΣ 29ον—ΑΡΙΘ. ΦΥΛΛΟΥ 13.553	[625, 33, 692, 39]
divider	[8, 14, 158, 15]
spiritual-kicker: ΚΑΤΟΙ ΚΑΙ ΑΝΤΙΛΑΛΟΙ	[299, 698, 429, 707]
column-center	[160, 85, 568, 990]
director-line: ΔΙΕΥΘΥΝΤΗΣ: ΙΩΑΝ. Β. ΧΩΤΖΑΚΚΑΣ	[8, 6, 88, 11]
divider	[572, 405, 690, 409]
divider	[572, 340, 690, 341]
newspaper-subtitle: ΑΜΕΡΟΛΗΠΤΟΣ ΠΡΩΙΝΗ ΕΦΗΜΕΡΙΣ	[235, 53, 465, 63]
anniversary-body: Ὁ ἁρμόδιος ὑπουργὸς ἐδήλωσεν ὅτι τὸ ἔργον προχωρεῖ κανονικῶς καὶ ὅτι αἱ σχετικαὶ πιστώσεις ἔχουν ἤδη ἐγκριθῆ. Οἱ κάτοικοι τῆς περιοχῆς ἐξέφρασαν τὴν ἱκανοποίησίν των διὰ τὴν ἐξέλιξιν ταύτην. Εἰς τὴν πρωτεύουσαν ἐπικρατεῖ ἡ ἐντύπωσις ὅτι αἱ ἐξελίξεις τῶν τελευταίων ἡμερῶν θὰ ἐπηρεάσουν σημαντικῶς τὴν πορείαν τῶν πολιτικῶν πραγμάτων κατὰ τοὺς προσεχεῖς μῆνας. Οἱ παρατηρηταὶ σημειώνουν ὅτι ἡ διαμορφωθεῖσα κατάστασις ἀπαιτεῖ ψυχραιμίαν καὶ σύνεσιν ἐκ μέρους ὅλων τῶν πολιτικῶν παραγόντων τοῦ τόπου. Κατὰ πληροφορίας ἐξ ἐγκύρου πηγῆς, αἱ σχετικαὶ συνομιλίαι θὰ συνεχισθοῦν καὶ κατὰ τὰς προσεχεῖς ἡμέρας, ὑπὸ συνθήκας αὐστηρᾶς ἐχεμυθείας. Ἀναμένεται ὅτι τὰ ἀποτελέσματα θὰ ἀνακοινωθοῦν ἐπισήμως μετὰ τὸ πέρας αὐτῶν.	[366, 382, 563, 416]
subhead-pronoia: ΚΟΙΝΩΝΙΚΗ ΠΡΟΝΟΙΑ	[230, 408, 287, 414]
subhead-drama: ΔΝΙΓΜΑ—ΔΡΑΜΑ	[203, 597, 247, 603]
column-left-body-2: Ὁ ἁρμόδιος ὑπουργὸς ἐδήλωσεν ὅτι τὸ ἔργον προχωρεῖ κανονικῶς καὶ ὅτι αἱ σχετικαὶ πιστώσεις ἔχουν ἤδη ἐγκριθῆ. Οἱ κάτοικοι τῆς περιοχῆς ἐξέφρασαν τὴν ἱκανοποίησίν των διὰ τὴν ἐξέλιξιν ταύτην. Εἰς τὴν πρωτεύουσαν ἐπικρατεῖ ἡ ἐντύπωσις ὅτι αἱ ἐξελίξεις τῶν τελευταίων ἡμερῶν θὰ ἐπηρεάσουν σημαντικῶς τὴν πορείαν τῶν πολιτικῶν πραγμάτων κατὰ τοὺς προσεχεῖς μῆνας. Οἱ παρατηρηταὶ σημειώνουν ὅτι ἡ διαμορφωθεῖσα κατάστασις ἀπαιτεῖ ψυχραιμίαν καὶ σύνεσιν ἐκ μέρους ὅλων τῶν πολιτικῶν παραγόντων τοῦ τόπου. Κατὰ πληροφορίας ἐξ ἐγκύρου πηγῆς, αἱ σχετικαὶ συνομιλίαι θὰ συνεχισθοῦν καὶ κατὰ τὰς προσεχεῖς ἡμέρας, ὑπὸ συνθήκας αὐστηρᾶς ἐχεμυθείας. Ἀναμένεται ὅτι τὰ ἀποτελέσματα θὰ ἀνακοινωθοῦν ἐπισήμως μετὰ τὸ πέρας αὐτῶν. Ὁ ἁρμόδιος ὑπουργὸς ἐδήλωσεν ὅτι τὸ ἔργον προχωρεῖ κανονικῶς καὶ ὅτι αἱ σχετικαὶ πιστώσεις ἔχουν ἤδη ἐγκριθῆ. Οἱ κάτοικοι τῆς περιοχῆς ἐξέφρασαν τὴν ἱκανοποίησίν των διὰ τὴν ἐξέλιξιν ταύτην.	[8, 207, 151, 272]
wedding-title: Διά τής μεθόδου είκονικού γάμου	[182, 453, 267, 482]
lead-deck-secondary: ΕΝΩ Ο κ. ΠΑΠΑΝΔΡΕΟΥ ΑΝΤΙΜΕΤΩΠΙΖΕΙ ΕΠΙΚΙΝΔΥΝΟΥΣ ΕΜΠΛΟΚΑΣ	[164, 174, 559, 185]
issue-place: ΚΑΛΑΜΑΤΑ — Ιδιοκτ. Μαυρομιχάλη	[589, 20, 692, 27]
divider	[160, 492, 290, 493]
column-left-kicker: Σπιρεϊόδεις	[8, 85, 34, 92]
subhead-istoriai: ΙΣΤΟΡΙΑΙ	[618, 413, 644, 420]
divider	[299, 728, 429, 729]
column-left	[8, 85, 156, 990]
seismic-body: Ὁ ἁρμόδιος ὑπουργὸς ἐδήλωσεν ὅτι τὸ ἔργον προχωρεῖ κανονικῶς καὶ ὅτι αἱ σχετικαὶ πιστώσεις ἔχουν ἤδη ἐγκριθῆ. Οἱ κάτοικοι τῆς περιοχῆς ἐξέφρασαν τὴν ἱκανοποίησίν των διὰ τὴν ἐξέλιξιν ταύτην. Εἰς τὴν πρωτεύουσαν ἐπικρατεῖ ἡ ἐντύπωσις ὅτι αἱ ἐξελίξεις τῶν τελευταίων ἡμερῶν θὰ ἐπηρεάσουν σημαντικῶς τὴν πορείαν τῶν πολιτικῶν πραγμάτων κατὰ τοὺς προσεχεῖς μῆνας. Οἱ παρατηρηταὶ σημειώνουν ὅτι ἡ διαμορφωθεῖσα κατάστασις ἀπαιτεῖ ψυχραιμίαν καὶ σύνεσιν ἐκ μέρους ὅλων τῶν πολιτικῶν παραγόντων τοῦ τόπου. Κατὰ πληροφορίας ἐξ ἐγκύρου πηγῆς, αἱ σχετικαὶ συνομιλίαι θὰ συνεχισθοῦν καὶ κατὰ τὰς προσεχεῖς ἡμέρας, ὑπὸ συνθήκας αὐστηρᾶς ἐχεμυθείας. Ἀναμένεται ὅτι τὰ ἀποτελέσματα θὰ ἀνακοινωθοῦν ἐπισήμως μετὰ τὸ πέρας αὐτῶν. Ὁ ἁρμόδιος ὑπουργὸς ἐδήλωσεν ὅτι τὸ ἔργον προχωρεῖ κανονικῶς καὶ ὅτι αἱ σχετικαὶ πιστώσεις ἔχουν ἤδη ἐγκριθῆ. Οἱ κάτοικοι τῆς περιοχῆς ἐξέφρασαν τὴν ἱκανοποίησίν των διὰ τὴν ἐξέλιξιν ταύτην. Εἰς τὴν πρωτεύουσαν ἐπικρατεῖ ἡ ἐντύπωσις ὅτι αἱ ἐξελίξεις τῶν τελευταίων ἡμερῶν θὰ ἐπηρεάσουν σημαντικῶς τὴν πορείαν τῶν πολιτικῶν πραγμάτων κατὰ τοὺς προσεχεῖς μῆνας. Οἱ παρατηρηταὶ σημειώνουν ὅτι ἡ διαμορφωθεῖσα κατάστασις ἀπαιτεῖ ψυχραιμίαν καὶ σύνεσιν ἐκ μέρους ὅλων τῶν πολιτικῶν παραγόντων τοῦ τόπου.	[572, 585, 690, 684]
anniversary-subtitle: ΤΗΣ ΔΕΚΑΕΤΙΑΣ ΤΗΣ ΕΡΕ ΕΙΣ ΤΗΝ ΧΩΡΑΝ	[400, 360, 529, 368]
dismissal-feature	[299, 453, 434, 828]
divider	[160, 445, 563, 449]
istoriai-body: Ὁ ἁρμόδιος ὑπουργὸς ἐδήλωσεν ὅτι τὸ ἔργον προχωρεῖ κανονικῶς καὶ ὅτι αἱ σχετικαὶ πιστώσεις ἔχουν ἤδη ἐγκριθῆ. Οἱ κάτοικοι τῆς περιοχῆς ἐξέφρασαν τὴν ἱκανοποίησίν των διὰ τὴν ἐξέλιξιν ταύτην. Κατὰ πληροφορίας ἐξ ἐγκύρου πηγῆς, αἱ σχετικαὶ συνομιλίαι θὰ συνεχισθοῦν καὶ κατὰ τὰς προσεχεῖς ἡμέρας, ὑπὸ συνθήκας αὐστηρᾶς ἐχεμυθείας. Ἀναμένεται ὅτι τὰ ἀποτελέσματα θὰ ἀνακοινωθοῦν ἐπισήμως μετὰ τὸ πέρας αὐτῶν. Εἰς τὴν πρωτεύουσαν ἐπικρατεῖ ἡ ἐντύπωσις ὅτι αἱ ἐξελίξεις τῶν τελευταίων ἡμερῶν θὰ ἐπηρεάσουν σημαντικῶς τὴν πορείαν τῶν πολιτικῶν πραγμάτων κατὰ τοὺς προσεχεῖς μῆνας. Οἱ παρατηρηταὶ σημειώνουν ὅτι ἡ διαμορφωθεῖσα κατάστασις ἀπαιτεῖ ψυχραιμίαν καὶ σύνεσιν ἐκ μέρους ὅλων τῶν πολιτικῶν παραγόντων τοῦ τόπου. Ὁ ἁρμόδιος ὑπουργὸς ἐδήλωσεν ὅτι τὸ ἔργον προχωρεῖ κανονικῶς καὶ ὅτι αἱ σχετικαὶ πιστώσεις ἔχουν ἤδη ἐγκριθῆ. Οἱ κάτοικοι τῆς περιοχῆς ἐξέφρασαν τὴν ἱκανοποίησίν των διὰ τὴν ἐξέλιξιν ταύτην.	[572, 433, 690, 508]
messinia-kicker: ΕΙΣ ΤΗΝ ΜΕΣΣΗΝΙΑΝ	[366, 266, 563, 275]
divider	[8, 26, 158, 27]
column-left-headline: Η ΔΙΕΛΚΥΣΤΙΝΔΑ ΠΕΡΙ ΤΟΝ ΝΕΚΡΟΝ	[8, 93, 151, 119]
column-left-body-3: Κατὰ πληροφορίας ἐξ ἐγκύρου πηγῆς, αἱ σχετικαὶ συνομιλίαι θὰ συνεχισθοῦν καὶ κατὰ τὰς προσεχεῖς ἡμέρας, ὑπὸ συνθήκας αὐστηρᾶς ἐχεμυθείας. Ἀναμένεται ὅτι τὰ ἀποτελέσματα θὰ ἀνακοινωθοῦν ἐπισήμως μετὰ τὸ πέρας αὐτῶν. Εἰς τὴν πρωτεύουσαν ἐπικρατεῖ ἡ ἐντύπωσις ὅτι αἱ ἐξελίξεις τῶν τελευταίων ἡμερῶν θὰ ἐπηρεάσουν σημαντικῶς τὴν πορείαν τῶν πολιτικῶν πραγμάτων κατὰ τοὺς προσεχεῖς μῆνας. Οἱ παρατηρηταὶ σημειώνουν ὅτι ἡ διαμορφωθεῖσα κατάστασις ἀπαιτεῖ ψυχραιμίαν καὶ σύνεσιν ἐκ μέρους ὅλων τῶν πολιτικῶν παραγόντων τοῦ τόπου. Ὁ ἁρμόδιος ὑπουργὸς ἐδήλωσεν ὅτι τὸ ἔργον προχωρεῖ κανονικῶς καὶ ὅτι αἱ σχετικαὶ πιστώσεις ἔχουν ἤδη ἐγκριθῆ. Οἱ κάτοικοι τῆς περιοχῆς ἐξέφρασαν τὴν ἱκανοποίησίν των διὰ τὴν ἐξέλιξιν ταύτην.	[8, 282, 151, 334]
aircraft-feature	[437, 453, 563, 828]
column-left-body-1: Αφού δράκων γίνεται μεταξύ Κυβερνήσεως καὶ Παλατίου Κέντρου, πού ούν αύτοῦ διά καμιᾶς πορείας εἰς τὸ Ψυχοπαθῶς διά τὴν θέσιν Κυβερνήσεως, τὰς Σωσθενῆ πτώσεως τῆς ἐθνικῆς προσπάθειας, ἐπὶ τοῦ ἐνδέχεται ἀντιπάλων ἀναφορικά. Ἐπὶ τὴν ἐξήγησιν τοῦ δημοσίου βίου μας, κατὰ τὰς ἡμέρας αὐτάς, ἡ ἀντιπολίτευσις ἐπιχειρεῖ νὰ ἐκμεταλλευθῆ τὴν κατάστασιν καὶ νὰ δημιουργήση ἐντυπώσεις, ἐνῶ ἡ Κυβέρνησις προσπαθεῖ νὰ ἑδραιώση τὴν θέσιν της καὶ νὰ προχωρήση εἰς τὴν ἐφαρμογὴν τοῦ προγράμματός της. Εἰς τὴν πρωτεύουσαν ἐπικρατεῖ ἡ ἐντύπωσις ὅτι αἱ ἐξελίξεις τῶν τελευταίων ἡμερῶν θὰ ἐπηρεάσουν σημαντικῶς τὴν πορείαν τῶν πολιτικῶν πραγμάτων κατὰ τοὺς προσεχεῖς μῆνας. Οἱ παρατηρηταὶ σημειώνουν ὅτι ἡ διαμορφωθεῖσα κατάστασις ἀπαιτεῖ ψυχραιμίαν καὶ σύνεσιν ἐκ μέρους ὅλων τῶν πολιτικῶν παραγόντων τοῦ τόπου. Κατὰ πληροφορίας ἐξ ἐγκύρου πηγῆς, αἱ σχετικαὶ συνομιλίαι θὰ συνεχισθοῦν καὶ κατὰ τὰς προσεχεῖς ἡμέρας, ὑπὸ συνθήκας αὐστηρᾶς ἐχεμυθείας. Ἀναμένεται ὅτι τὰ ἀποτελέσματα θὰ ἀνακοινωθοῦν ἐπισήμως μετὰ τὸ πέρας αὐτῶν.	[8, 122, 151, 197]
subhead-nomarchis-2: ΕΙΣ ΤΗΝ ΚΕΛΑΚΑΛΑΔΑ	[599, 353, 663, 360]
divider	[8, 396, 151, 397]
pennies-body: Κατὰ πληροφορίας ἐξ ἐγκύρου πηγῆς, αἱ σχετικαὶ συνομιλίαι θὰ συνεχισθοῦν καὶ κατὰ τὰς προσεχεῖς ἡμέρας, ὑπὸ συνθήκας αὐστηρᾶς ἐχεμυθείας. Ἀναμένεται ὅτι τὰ ἀποτελέσματα θὰ ἀνακοινωθοῦν ἐπισήμως μετὰ τὸ πέρας αὐτῶν. Εἰς τὴν πρωτεύουσαν ἐπικρατεῖ ἡ ἐντύπωσις ὅτι αἱ ἐξελίξεις τῶν τελευταίων ἡμερῶν θὰ ἐπηρεάσουν σημαντικῶς τὴν πορείαν τῶν πολιτικῶν πραγμάτων κατὰ τοὺς προσεχεῖς μῆνας. Οἱ παρατηρηταὶ σημειώνουν ὅτι ἡ διαμορφωθεῖσα κατάστασις ἀπαιτεῖ ψυχραιμίαν καὶ σύνεσιν ἐκ μέρους ὅλων τῶν πολιτικῶν παραγόντων τοῦ τόπου. Ὁ ἁρμόδιος ὑπουργὸς ἐδήλωσεν ὅτι τὸ ἔργον προχωρεῖ κανονικῶς καὶ ὅτι αἱ σχετικαὶ πιστώσεις ἔχουν ἤδη ἐγκριθῆ. Οἱ κάτοικοι τῆς περιοχῆς ἐξέφρασαν τὴν ἱκανοποίησίν των διὰ τὴν ἐξέλιξιν ταύτην. Κατὰ πληροφορίας ἐξ ἐγκύρου πηγῆς, αἱ σχετικαὶ συνομιλίαι θὰ συνεχισθοῦν καὶ κατὰ τὰς προσεχεῖς ἡμέρας, ὑπὸ συνθήκας αὐστηρᾶς ἐχεμυθείας. Ἀναμένεται ὅτι τὰ ἀποτελέσματα θὰ ἀνακοινωθοῦν ἐπισήμως μετὰ τὸ πέρας αὐτῶν. Εἰς τὴν πρωτεύουσαν ἐπικρατεῖ ἡ ἐντύπωσις ὅτι αἱ ἐξελίξεις τῶν τελευταίων ἡμερῶν θὰ ἐπηρεάσουν σημαντικῶς τὴν πορείαν τῶν πολιτικῶν πραγμάτων κατὰ τοὺς προσεχεῖς μῆνας. Οἱ παρατηρηταὶ σημειώνουν ὅτι ἡ διαμορφωθεῖσα κατάστασις ἀπαιτεῖ ψυχραιμίαν καὶ σύνεσιν ἐκ μέρους ὅλων τῶν πολιτικῶν παραγόντων τοῦ τόπου. Ὁ ἁρμόδιος ὑπουργὸς ἐδήλωσεν ὅτι τὸ ἔργον προχωρεῖ κανονικῶς καὶ ὅτι αἱ σχετικαὶ πιστώσεις ἔχουν ἤδη ἐγκριθῆ. Οἱ κάτοικοι τῆς περιοχῆς ἐξέφρασαν τὴν ἱκανοποίησίν των διὰ τὴν ἐξέλιξιν ταύτην. Κατὰ πληροφορίας ἐξ ἐγκύρου πηγῆς, αἱ σχετικαὶ συνομιλίαι θὰ συνεχισθοῦν καὶ κατὰ τὰς προσεχεῖς ἡμέρας, ὑπὸ συνθήκας αὐστηρᾶς ἐχεμυθείας. Ἀναμένεται ὅτι τὰ ἀποτελέσματα θὰ ἀνακοινωθοῦν ἐπισήμως μετὰ τὸ πέρας αὐτῶν. Εἰς τὴν πρωτεύουσαν ἐπικρατεῖ ἡ ἐντύπωσις ὅτι αἱ ἐξελίξεις τῶν τελευταίων ἡμερῶν θὰ ἐπηρεάσουν σημαντικῶς τὴν πορείαν τῶν πολιτικῶν πραγμάτων κατὰ τοὺς προσεχεῖς μῆνας. Οἱ παρατηρηταὶ σημειώνουν ὅτι ἡ διαμορφωθεῖσα κατάστασις ἀπαιτεῖ ψυχραιμίαν καὶ σύνεσιν ἐκ μέρους ὅλων τῶν πολιτικῶν παραγόντων τοῦ τόπου.	[160, 665, 290, 824]
aircraft-body: Κατὰ πληροφορίας ἐξ ἐγκύρου πηγῆς, αἱ σχετικαὶ συνομιλίαι θὰ συνεχισθοῦν καὶ κατὰ τὰς προσεχεῖς ἡμέρας, ὑπὸ συνθήκας αὐστηρᾶς ἐχεμυθείας. Ἀναμένεται ὅτι τὰ ἀποτελέσματα θὰ ἀνακοινωθοῦν ἐπισήμως μετὰ τὸ πέρας αὐτῶν. Εἰς τὴν πρωτεύουσαν ἐπικρατεῖ ἡ ἐντύπωσις ὅτι αἱ ἐξελίξεις τῶν τελευταίων ἡμερῶν θὰ ἐπηρεάσουν σημαντικῶς τὴν πορείαν τῶν πολιτικῶν πραγμάτων κατὰ τοὺς προσεχεῖς μῆνας. Οἱ παρατηρηταὶ σημειώνουν ὅτι ἡ διαμορφωθεῖσα κατάστασις ἀπαιτεῖ ψυχραιμίαν καὶ σύνεσιν ἐκ μέρους ὅλων τῶν πολιτικῶν παραγόντων τοῦ τόπου. Ὁ ἁρμόδιος ὑπουργὸς ἐδήλωσεν ὅτι τὸ ἔργον προχωρεῖ κανονικῶς καὶ ὅτι αἱ σχετικαὶ πιστώσεις ἔχουν ἤδη ἐγκριθῆ. Οἱ κάτοικοι τῆς περιοχῆς ἐξέφρασαν τὴν ἱκανοποίησίν των διὰ τὴν ἐξέλιξιν ταύτην. Κατὰ πληροφορίας ἐξ ἐγκύρου πηγῆς, αἱ σχετικαὶ συνομιλίαι θὰ συνεχισθοῦν καὶ κατὰ τὰς προσεχεῖς ἡμέρας, ὑπὸ συνθήκας αὐστηρᾶς ἐχεμυθείας. Ἀναμένεται ὅτι τὰ ἀποτελέσματα θὰ ἀνακοινωθοῦν ἐπισήμως μετὰ τὸ πέρας αὐτῶν. Εἰς τὴν πρωτεύουσαν ἐπικρατεῖ ἡ ἐντύπωσις ὅτι αἱ ἐξελίξεις τῶν τελευταίων ἡμερῶν θὰ ἐπηρεάσουν σημαντικῶς τὴν πορείαν τῶν πολιτικῶν πραγμάτων κατὰ τοὺς προσεχεῖς μῆνας. Οἱ παρατηρηταὶ σημειώνουν ὅτι ἡ διαμορφωθεῖσα κατάστασις ἀπαιτεῖ ψυχραιμίαν καὶ σύνεσιν ἐκ μέρους ὅλων τῶν πολιτικῶν παραγόντων τοῦ τόπου. Ὁ ἁρμόδιος ὑπουργὸς ἐδήλωσεν ὅτι τὸ ἔργον προχωρεῖ κανονικῶς καὶ ὅτι αἱ σχετικαὶ πιστώσεις ἔχουν ἤδη ἐγκριθῆ. Οἱ κάτοικοι τῆς περιοχῆς ἐξέφρασαν τὴν ἱκανοποίησίν των διὰ τὴν ἐξέλιξιν ταύτην. Κατὰ πληροφορίας ἐξ ἐγκύρου πηγῆς, αἱ σχετικαὶ συνομιλίαι θὰ συνεχισθοῦν καὶ κατὰ τὰς προσεχεῖς ἡμέρας, ὑπὸ συνθήκας αὐστηρᾶς ἐχεμυθείας. Ἀναμένεται ὅτι τὰ ἀποτελέσματα θὰ ἀνακοινωθοῦν ἐπισήμως μετὰ τὸ πέρας αὐτῶν.	[437, 641, 563, 776]
wedding-subtitle: Κύπριος ήχθη είς Αθήνας	[206, 483, 244, 488]
subhead-accidents: ΑΥΤΟΚΙΝΗΤΙΣΤΙΚΑ ΔΥΣΤΥΧΗΜΑΤΑ	[583, 270, 679, 277]
divider	[542, 17, 692, 18]
aircraft-intro: Εἰς τὴν πρωτεύουσαν ἐπικρατεῖ ἡ ἐντύπωσις ὅτι αἱ ἐξελίξεις τῶν τελευταίων ἡμερῶν θὰ ἐπηρεάσουν σημαντικῶς τὴν πορείαν τῶν πολιτικῶν πραγμάτων κατὰ τοὺς προσεχεῖς μῆνας. Οἱ παρατηρηταὶ σημειώνουν ὅτι ἡ διαμορφωθεῖσα κατάστασις ἀπαιτεῖ ψυχραιμίαν καὶ σύνεσιν ἐκ μέρους ὅλων τῶν πολιτικῶν παραγόντων τοῦ τόπου. Κατὰ πληροφορίας ἐξ ἐγκύρου πηγῆς, αἱ σχετικαὶ συνομιλίαι θὰ συνεχισθοῦν καὶ κατὰ τὰς προσεχεῖς ἡμέρας, ὑπὸ συνθήκας αὐστηρᾶς ἐχεμυθείας. Ἀναμένεται ὅτι τὰ ἀποτελέσματα θὰ ἀνακοινωθοῦν ἐπισήμως μετὰ τὸ πέρας αὐτῶν. Ὁ ἁρμόδιος ὑπουργὸς ἐδήλωσεν ὅτι τὸ ἔργον προχωρεῖ κανονικῶς καὶ ὅτι αἱ σχετικαὶ πιστώσεις ἔχουν ἤδη ἐγκριθῆ. Οἱ κάτοικοι τῆς περιοχῆς ἐξέφρασαν τὴν ἱκανοποίησίν των διὰ τὴν ἐξέλιξιν ταύτην. Εἰς τὴν πρωτεύουσαν ἐπικρατεῖ ἡ ἐντύπωσις ὅτι αἱ ἐξελίξεις τῶν τελευταίων ἡμερῶν θὰ ἐπηρεάσουν σημαντικῶς τὴν πορείαν τῶν πολιτικῶν πραγμάτων κατὰ τοὺς προσεχεῖς μῆνας. Οἱ παρατηρηταὶ σημειώνουν ὅτι ἡ διαμορφωθεῖσα κατάστασις ἀπαιτεῖ ψυχραιμίαν καὶ σύνεσιν ἐκ μέρους ὅλων τῶν πολιτικῶν παραγόντων τοῦ τόπου. Κατὰ πληροφορίας ἐξ ἐγκύρου πηγῆς, αἱ σχετικαὶ συνομιλίαι θὰ συνεχισθοῦν καὶ κατὰ τὰς προσεχεῖς ἡμέρας, ὑπὸ συνθήκας αὐστηρᾶς ἐχεμυθείας. Ἀναμένεται ὅτι τὰ ἀποτελέσματα θὰ ἀνακοινωθοῦν ἐπισήμως μετὰ τὸ πέρας αὐτῶν. Ὁ ἁρμόδιος ὑπουργὸς ἐδήλωσεν ὅτι τὸ ἔργον προχωρεῖ κανονικῶς καὶ ὅτι αἱ σχετικαὶ πιστώσεις ἔχουν ἤδη ἐγκριθῆ. Οἱ κάτοικοι τῆς περιοχῆς ἐξέφρασαν τὴν ἱκανοποίησίν των διὰ τὴν ἐξέλιξιν ταύτην. Εἰς τὴν πρωτεύουσαν ἐπικρατεῖ ἡ ἐντύπωσις ὅτι αἱ ἐξελίξεις τῶν τελευταίων ἡμερῶν θὰ ἐπηρεάσουν σημαντικῶς τὴν πορείαν τῶν πολιτικῶν πραγμάτων κατὰ τοὺς προσεχεῖς μῆνας. Οἱ παρατηρηταὶ σημειώνουν ὅτι ἡ διαμορφωθεῖσα κατάστασις ἀπαιτεῖ ψυχραιμίαν καὶ σύνεσιν ἐκ μέρους ὅλων τῶν πολιτικῶν παραγόντων τοῦ τόπου.	[437, 452, 563, 593]
messinia-feature	[366, 263, 563, 440]
dismissal-subtitle: εξέτασε προσφάτως ό κ. Παναγ. Κανελλόπουλος	[328, 584, 399, 589]
health-kicker: Ο ΑΠΟΛΟΓΙΣΜΟΣ ΜΙΑΣ ΠΡΟΣΠΑΘΕΙΑΣ	[160, 287, 357, 296]
lead-headline: Η ΚΥΒΕΡΝΗΣΙΣ ΧΑΡΙΣ ΕΙΣ ΤΟΥΣ ΕΛΙΓΜΟΥΣ ΤΟΥ ΠΡΟΕΔΡΟΥ ΤΗΣ ΕΠΕΤΥΧΕ ΝΑ ΕΠΙΜΗΚΥΝΗ ΤΗΝ ΠΑΡΑΜΟΝΗΝ ΤΗΣ ΕΙΣ ΤΗΝ ΑΡΧΗΝ	[182, 88, 541, 138]
health-feature	[160, 263, 362, 440]
editor-signature: Ο Διευθυντής τής εφημερίδος	[641, 687, 690, 693]
responsible-line: ΥΠΕΥΘΥΝΟΣ: Φ. Μ. ΜΑΡΚΟΠΟΥΛΟΣ	[8, 17, 86, 23]
subhead-tetarti: Τήν Τετάρτην	[572, 181, 690, 190]
health-subtitle: είς τόν τομέα τής δημοσίας ύγείας	[200, 276, 317, 286]
accidents-body: Ὁ ἁρμόδιος ὑπουργὸς ἐδήλωσεν ὅτι τὸ ἔργον προχωρεῖ κανονικῶς καὶ ὅτι αἱ σχετικαὶ πιστώσεις ἔχουν ἤδη ἐγκριθῆ. Οἱ κάτοικοι τῆς περιοχῆς ἐξέφρασαν τὴν ἱκανοποίησίν των διὰ τὴν ἐξέλιξιν ταύτην. Εἰς τὴν πρωτεύουσαν ἐπικρατεῖ ἡ ἐντύπωσις ὅτι αἱ ἐξελίξεις τῶν τελευταίων ἡμερῶν θὰ ἐπηρεάσουν σημαντικῶς τὴν πορείαν τῶν πολιτικῶν πραγμάτων κατὰ τοὺς προσεχεῖς μῆνας. Οἱ παρατηρηταὶ σημειώνουν ὅτι ἡ διαμορφωθεῖσα κατάστασις ἀπαιτεῖ ψυχραιμίαν καὶ σύνεσιν ἐκ μέρους ὅλων τῶν πολιτικῶν παραγόντων τοῦ τόπου. Κατὰ πληροφορίας ἐξ ἐγκύρου πηγῆς, αἱ σχετικαὶ συνομιλίαι θὰ συνεχισθοῦν καὶ κατὰ τὰς προσεχεῖς ἡμέρας, ὑπὸ συνθήκας αὐστηρᾶς ἐχεμυθείας. Ἀναμένεται ὅτι τὰ ἀποτελέσματα θὰ ἀνακοινωθοῦν ἐπισήμως μετὰ τὸ πέρας αὐτῶν.	[572, 279, 690, 336]
divider	[572, 512, 690, 513]
pronoia-body: Εἰς τὴν πρωτεύουσαν ἐπικρατεῖ ἡ ἐντύπωσις ὅτι αἱ ἐξελίξεις τῶν τελευταίων ἡμερῶν θὰ ἐπηρεάσουν σημαντικῶς τὴν πορείαν τῶν πολιτικῶν πραγμάτων κατὰ τοὺς προσεχεῖς μῆνας. Οἱ παρατηρηταὶ σημειώνουν ὅτι ἡ διαμορφωθεῖσα κατάστασις ἀπαιτεῖ ψυχραιμίαν καὶ σύνεσιν ἐκ μέρους ὅλων τῶν πολιτικῶν παραγόντων τοῦ τόπου. Ὁ ἁρμόδιος ὑπουργὸς ἐδήλωσεν ὅτι τὸ ἔργον προχωρεῖ κανονικῶς καὶ ὅτι αἱ σχετικαὶ πιστώσεις ἔχουν ἤδη ἐγκριθῆ. Οἱ κάτοικοι τῆς περιοχῆς ἐξέφρασαν τὴν ἱκανοποίησίν των διὰ τὴν ἐξέλιξιν ταύτην.	[160, 415, 357, 440]
subhead-nomarchis: Ο κ. ΝΟΜΑΡΧΗΣ	[609, 343, 653, 350]
wedding-feature	[160, 453, 295, 828]
subhead-tourism: ΘΑ ΑΠΑΓΟΡΕΥΘΟΥΝ ΟΙ ΤΟΥΡΙΣΤΙΚΑ ΟΔΟΣ ΠΡΟΣ ΑΓΙΑΝ ΕΙΣΙΝ	[574, 515, 688, 529]
